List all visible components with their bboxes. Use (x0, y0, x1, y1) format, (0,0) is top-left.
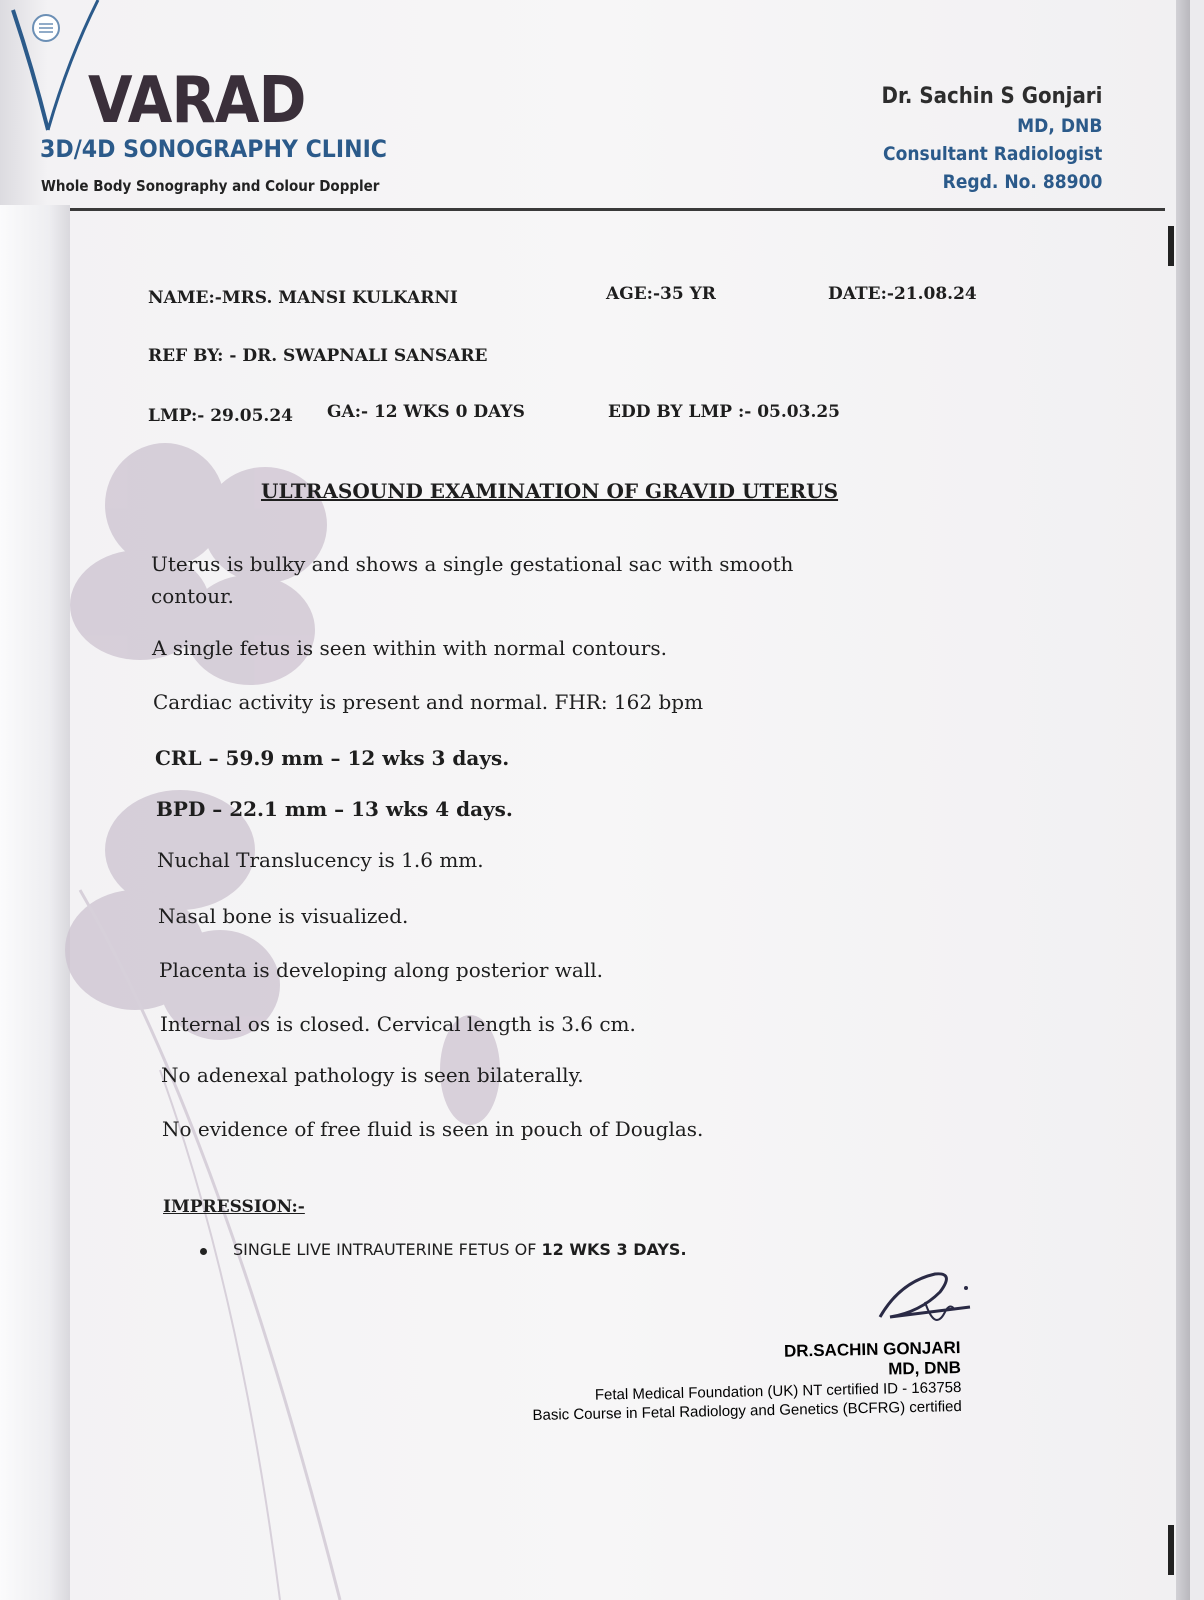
finding-line: Nuchal Translucency is 1.6 mm. (157, 848, 484, 872)
doctor-degree: MD, DNB (1016, 115, 1102, 137)
finding-line: Internal os is closed. Cervical length is 3.6 cm. (160, 1012, 636, 1036)
finding-line: Cardiac activity is present and normal. FHR: 162 bpm (153, 690, 704, 714)
finding-line: No adenexal pathology is seen bilaterally. (161, 1063, 584, 1087)
clinic-name: 3D/4D SONOGRAPHY CLINIC (40, 135, 387, 163)
doctor-header (881, 82, 1102, 196)
finding-line: contour. (151, 584, 234, 608)
gestational-age: GA:- 12 WKS 0 DAYS (327, 402, 525, 422)
clinic-tagline: Whole Body Sonography and Colour Doppler (41, 177, 380, 195)
referred-by: REF BY: - DR. SWAPNALI SANSARE (148, 346, 488, 366)
report-heading: ULTRASOUND EXAMINATION OF GRAVID UTERUS (261, 479, 839, 503)
impression-label: IMPRESSION:- (163, 1197, 305, 1217)
doctor-title: Consultant Radiologist (882, 143, 1102, 165)
finding-line: Nasal bone is visualized. (158, 904, 409, 928)
lmp-date: LMP:- 29.05.24 (148, 406, 294, 426)
finding-line: Placenta is developing along posterior wall. (159, 958, 603, 982)
finding-line: No evidence of free fluid is seen in pouch of Douglas. (162, 1117, 704, 1141)
edge-mark (1168, 226, 1174, 266)
signatory-certification: Fetal Medical Foundation (UK) NT certified ID - 163758 (594, 1378, 962, 1404)
header-divider (70, 208, 1165, 211)
patient-name: NAME:-MRS. MANSI KULKARNI (148, 288, 458, 308)
doctor-registration: Regd. No. 88900 (942, 171, 1102, 193)
page-edge (1176, 0, 1190, 1600)
edd-date: EDD BY LMP :- 05.03.25 (608, 402, 841, 422)
signature-scribble (860, 1262, 990, 1342)
report-date: DATE:-21.08.24 (828, 284, 977, 304)
finding-line: A single fetus is seen within with normal contours. (152, 636, 667, 660)
signatory-block (531, 1338, 962, 1425)
patient-age: AGE:-35 YR (606, 284, 716, 304)
clinic-brand: VARAD (88, 64, 306, 138)
bullet-icon (200, 1248, 207, 1255)
finding-line: Uterus is bulky and shows a single gestational sac with smooth (151, 552, 794, 576)
signatory-certification: Basic Course in Fetal Radiology and Genetics (BCFRG) certified (532, 1397, 962, 1424)
impression-item (233, 1240, 687, 1259)
signatory-degree: MD, DNB (887, 1357, 961, 1379)
crl-measurement: CRL – 59.9 mm – 12 wks 3 days. (155, 746, 510, 770)
impression-text: SINGLE LIVE INTRAUTERINE FETUS OF (233, 1240, 542, 1259)
signatory-name: DR.SACHIN GONJARI (783, 1338, 961, 1361)
edge-mark (1168, 1525, 1174, 1575)
doctor-name: Dr. Sachin S Gonjari (881, 84, 1102, 109)
impression-gestation: 12 WKS 3 DAYS. (541, 1240, 687, 1259)
bpd-measurement: BPD – 22.1 mm – 13 wks 4 days. (156, 797, 513, 821)
